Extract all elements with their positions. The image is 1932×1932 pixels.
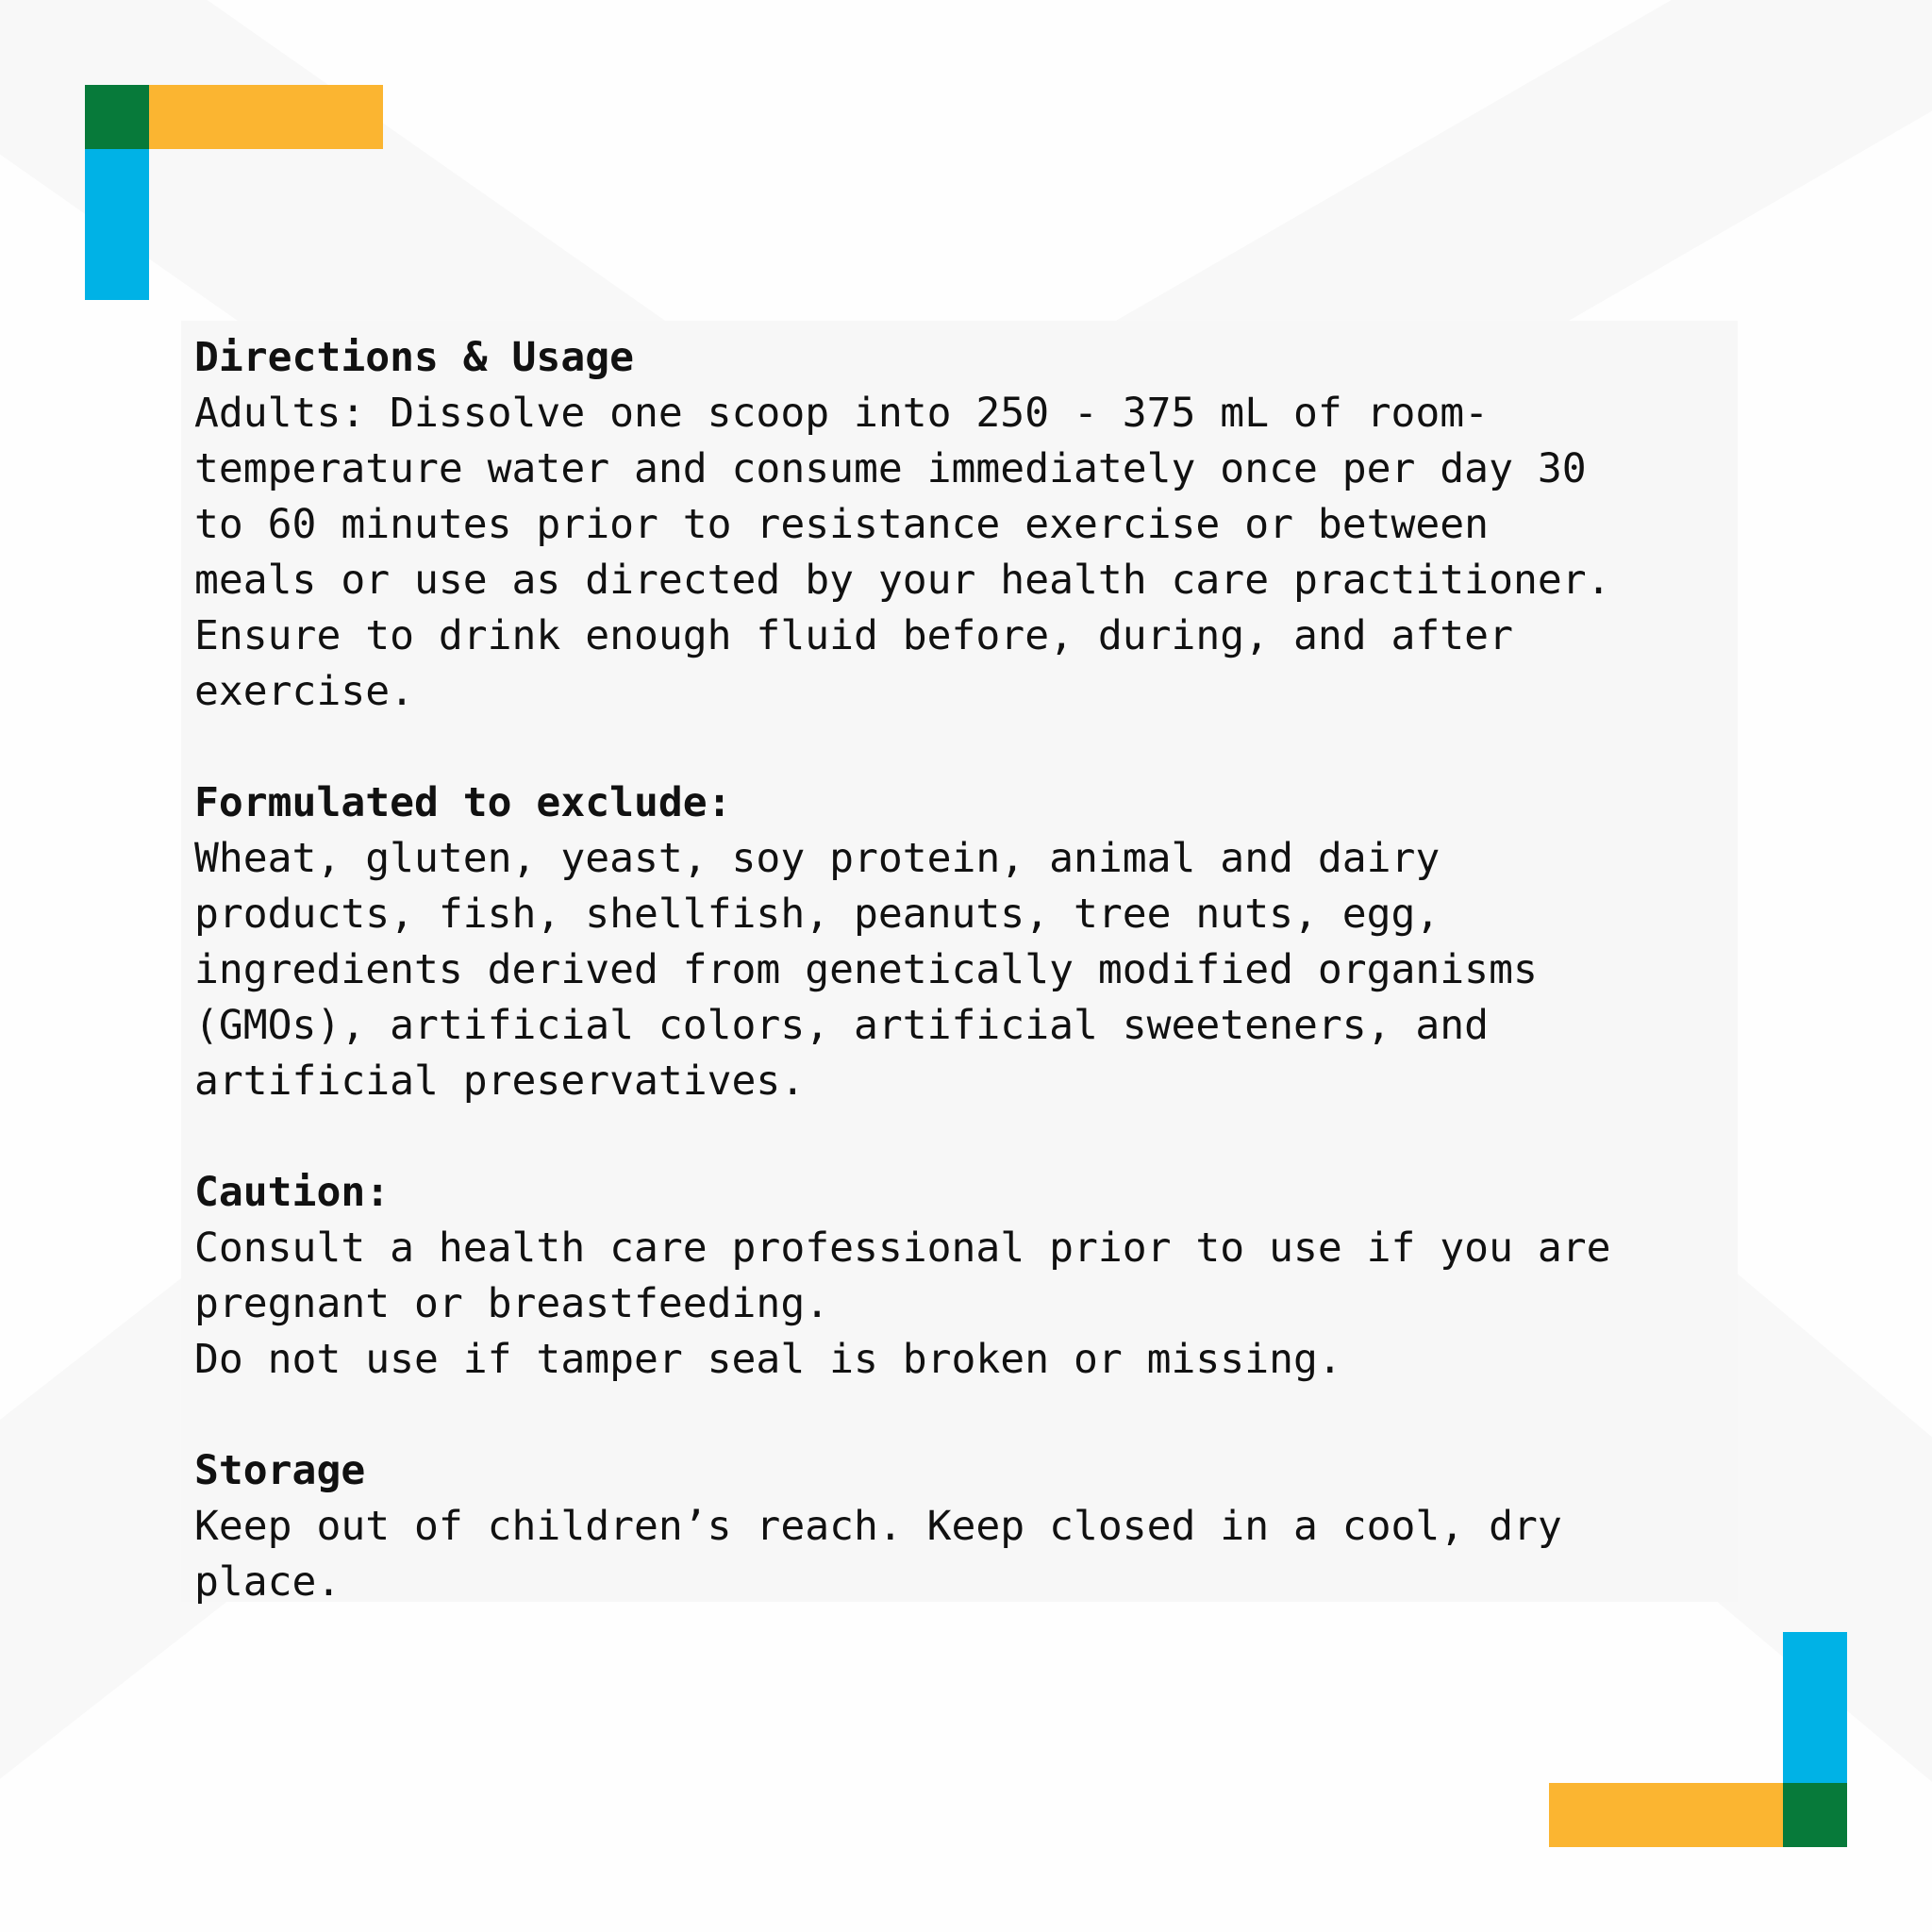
section-heading: Storage bbox=[194, 1447, 366, 1494]
body-line: products, fish, shellfish, peanuts, tree nuts, egg, bbox=[194, 891, 1441, 938]
section-directions-usage bbox=[194, 330, 1732, 720]
body-line: exercise. bbox=[194, 668, 414, 715]
body-line: to 60 minutes prior to resistance exercise or between bbox=[194, 501, 1490, 548]
body-line: Wheat, gluten, yeast, soy protein, animal and dairy bbox=[194, 835, 1441, 882]
corner-accent-green-top-left bbox=[85, 85, 149, 149]
body-line: Ensure to drink enough fluid before, during, and after bbox=[194, 612, 1513, 659]
corner-accent-blue-bottom-right bbox=[1783, 1632, 1847, 1783]
section-caution bbox=[194, 1165, 1732, 1388]
body-line: ingredients derived from genetically modified organisms bbox=[194, 946, 1538, 993]
body-line: meals or use as directed by your health care practitioner. bbox=[194, 557, 1611, 604]
body-line: Do not use if tamper seal is broken or missing. bbox=[194, 1336, 1342, 1383]
section-heading: Caution: bbox=[194, 1169, 391, 1216]
body-line: pregnant or breastfeeding. bbox=[194, 1280, 830, 1327]
corner-accent-orange-top-left bbox=[149, 85, 383, 149]
body-line: Keep out of children’s reach. Keep closed in a cool, dry bbox=[194, 1503, 1562, 1550]
section-formulated-to-exclude bbox=[194, 775, 1732, 1109]
body-line: (GMOs), artificial colors, artificial sweeteners, and bbox=[194, 1002, 1490, 1049]
corner-accent-orange-bottom-right bbox=[1549, 1783, 1783, 1847]
section-heading: Formulated to exclude: bbox=[194, 779, 732, 826]
body-line: Adults: Dissolve one scoop into 250 - 375 mL of room- bbox=[194, 390, 1490, 437]
body-line: Consult a health care professional prior to use if you are bbox=[194, 1224, 1611, 1272]
label-content bbox=[194, 330, 1732, 1666]
body-line: temperature water and consume immediately once per day 30 bbox=[194, 445, 1587, 492]
corner-accent-green-bottom-right bbox=[1783, 1783, 1847, 1847]
body-line: artificial preservatives. bbox=[194, 1058, 806, 1105]
corner-accent-blue-top-left bbox=[85, 149, 149, 300]
section-storage bbox=[194, 1443, 1732, 1610]
section-heading: Directions & Usage bbox=[194, 334, 634, 381]
body-line: place. bbox=[194, 1558, 341, 1606]
